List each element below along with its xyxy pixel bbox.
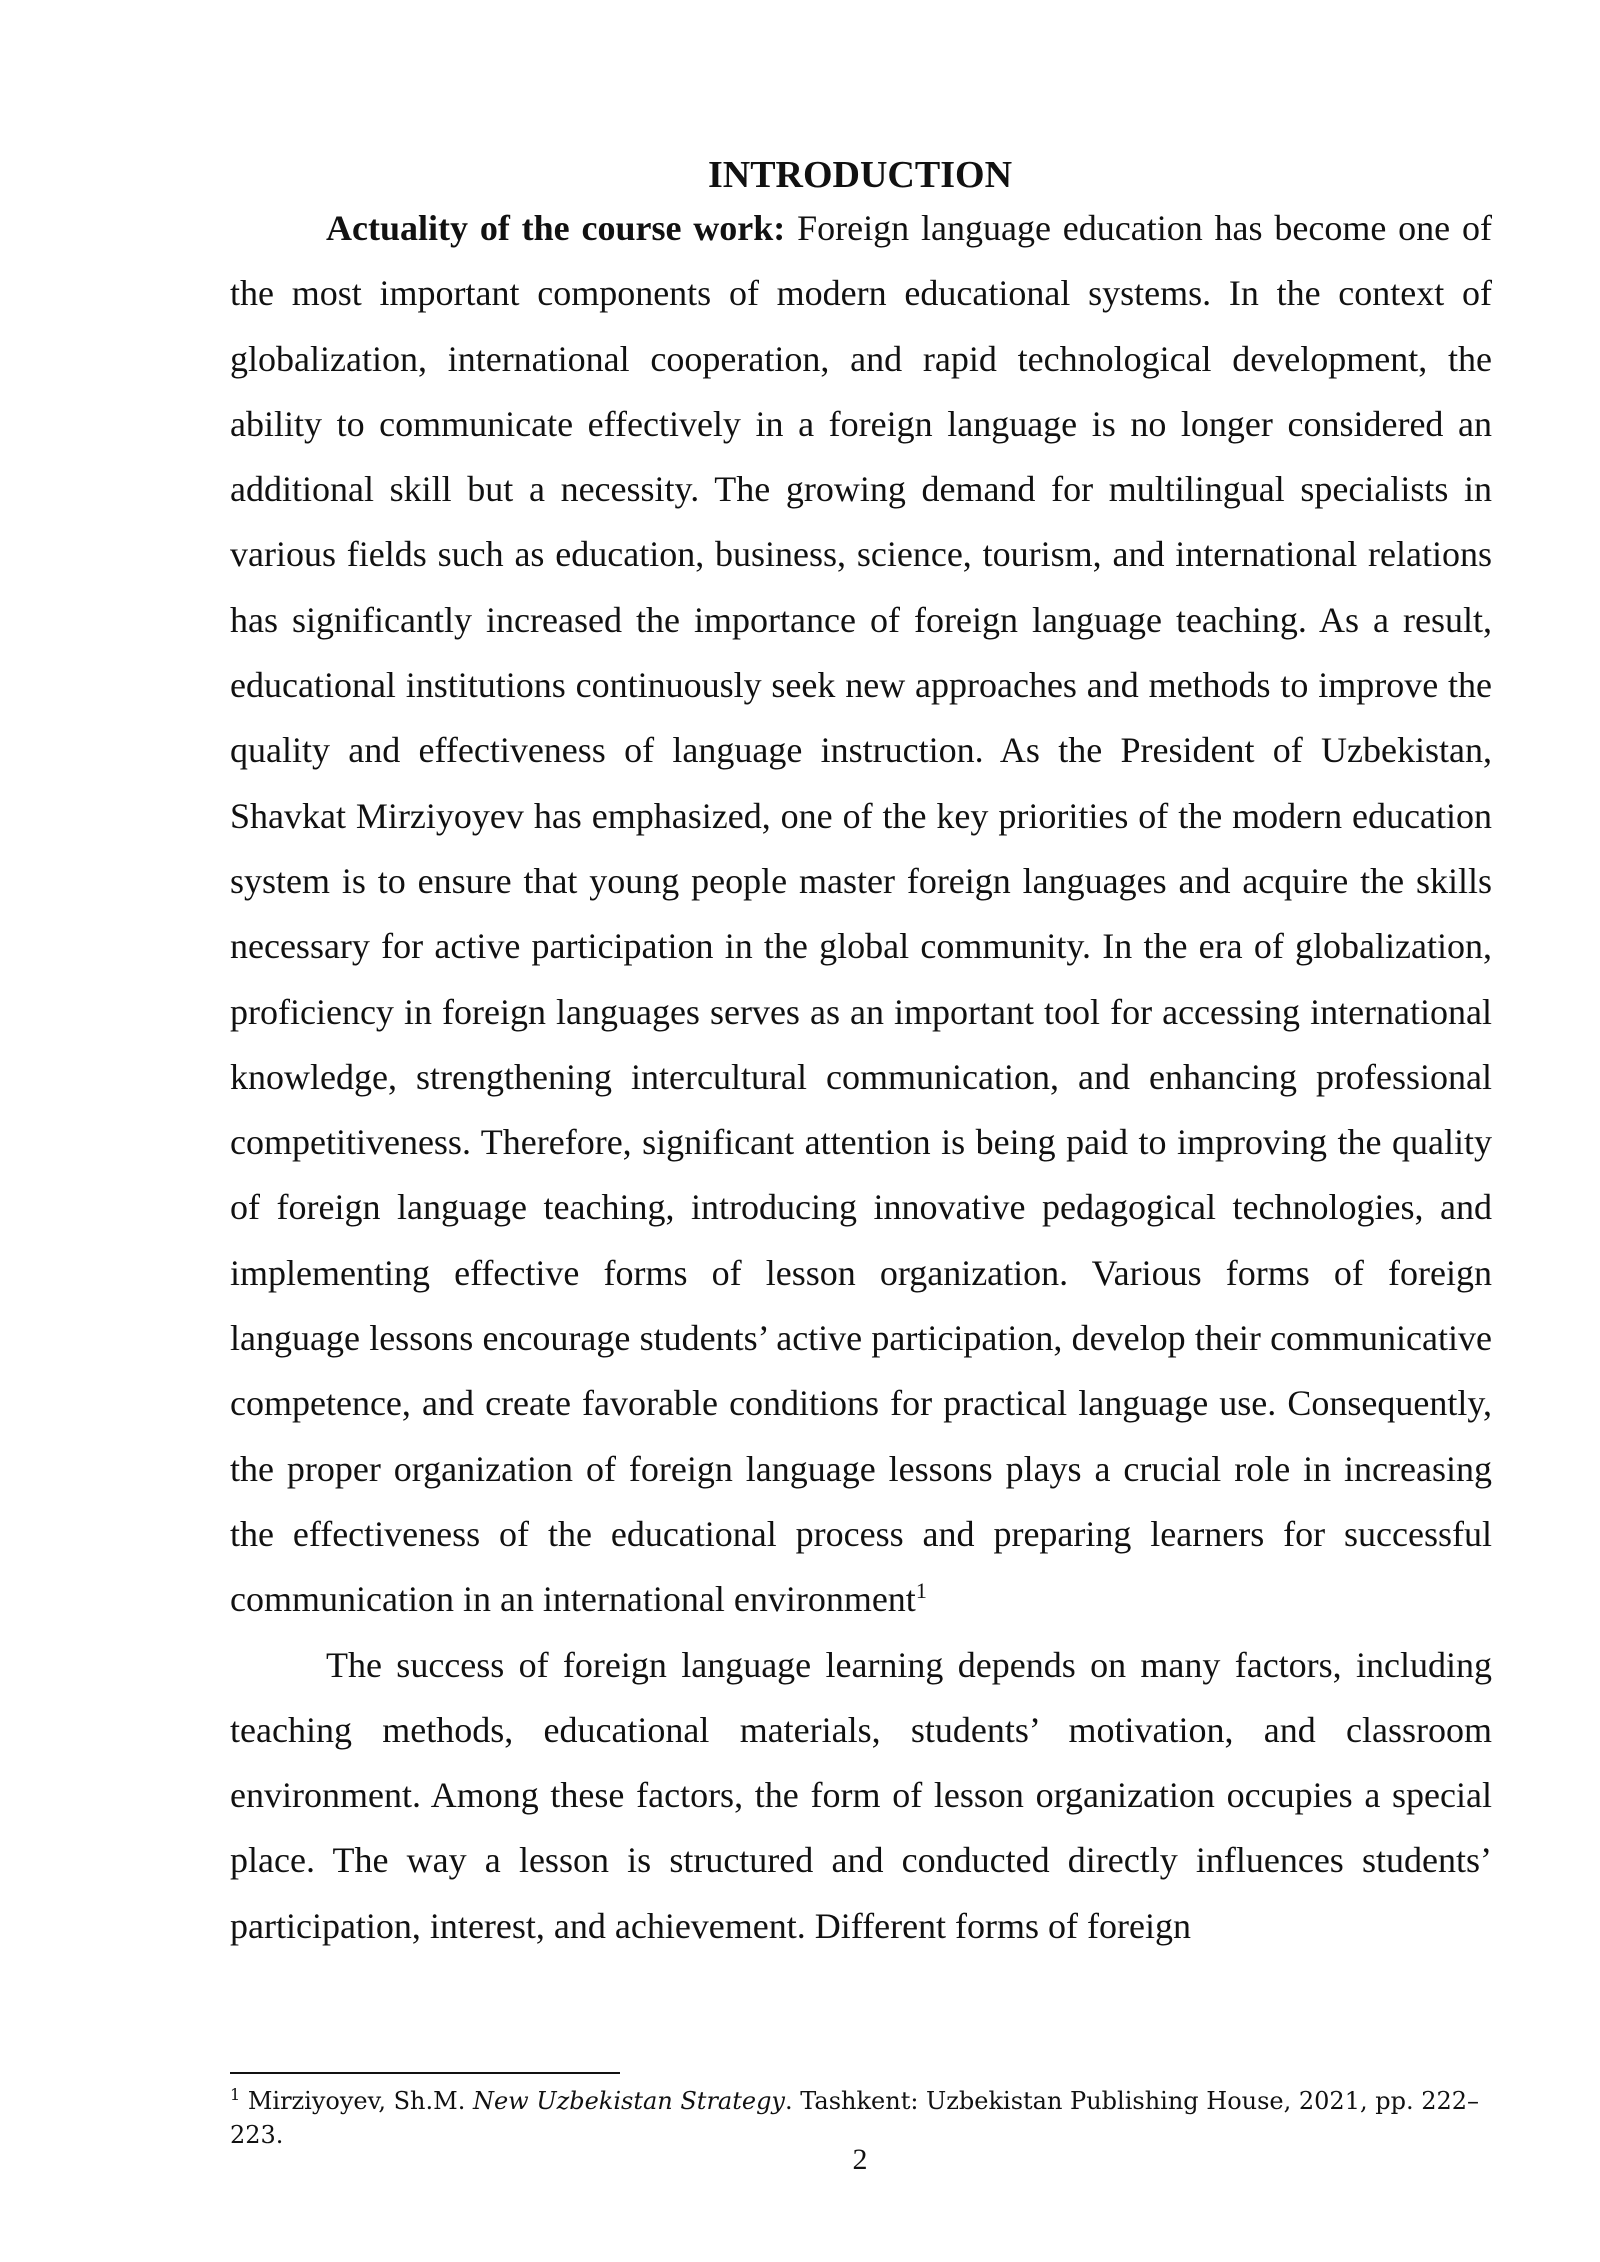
paragraph-success-factors — [230, 1633, 1492, 1959]
paragraph-lead-in: Actuality of the course work: — [326, 208, 786, 248]
footnote-number: 1 — [230, 2085, 241, 2104]
footnote-book-title: New Uzbekistan Strategy — [472, 2087, 785, 2115]
footnote-reference[interactable]: 1 — [915, 1578, 927, 1604]
paragraph-actuality — [230, 196, 1492, 1633]
footnote-separator — [230, 2072, 620, 2074]
page-number: 2 — [852, 2143, 868, 2176]
footnote-author: Mirziyoyev, Sh.M. — [240, 2087, 473, 2115]
paragraph-text: Foreign language education has become one of the most important components of modern educational systems. In the context of globalization, international cooperation, and rapid technological development, the ability to communicate effectively in a foreign language is no longer considered an additional skill but a necessity. The growing demand for multilingual specialists in various fields such as education, business, science, tourism, and international relations has significantly increased the importance of foreign language teaching. As a result, educational institutions continuously seek new approaches and methods to improve the quality and effectiveness of language instruction. As the President of Uzbekistan, Shavkat Mirziyoyev has emphasized, one of the key priorities of the modern education system is to ensure that young people master foreign languages and acquire the skills necessary for active participation in the global community. In the era of globalization, proficiency in foreign languages serves as an important tool for accessing international knowledge, strengthening intercultural communication, and enhancing professional competitiveness. Therefore, significant attention is being paid to improving the quality of foreign language teaching, introducing innovative pedagogical technologies, and implementing effective forms of lesson organization. Various forms of foreign language lessons encourage students’ active participation, develop their communicative competence, and create favorable conditions for practical language use. Consequently, the proper organization of foreign language lessons plays a crucial role in increasing the effectiveness of the educational process and preparing learners for successful communication in an international environment — [230, 208, 1492, 1620]
page-title: INTRODUCTION — [707, 154, 1013, 196]
body-text — [230, 196, 1492, 1959]
paragraph-text: The success of foreign language learning depends on many factors, including teaching methods, educational materials, students’ motivation, and classroom environment. Among these factors, the form of lesson organization occupies a special place. The way a lesson is structured and conducted directly influences students’ participation, interest, and achievement. Different forms of foreign — [230, 1644, 1492, 1946]
footnote-publication: . Tashkent: Uzbekistan Publishing House, 2021, pp. 222–223. — [230, 2087, 1480, 2149]
